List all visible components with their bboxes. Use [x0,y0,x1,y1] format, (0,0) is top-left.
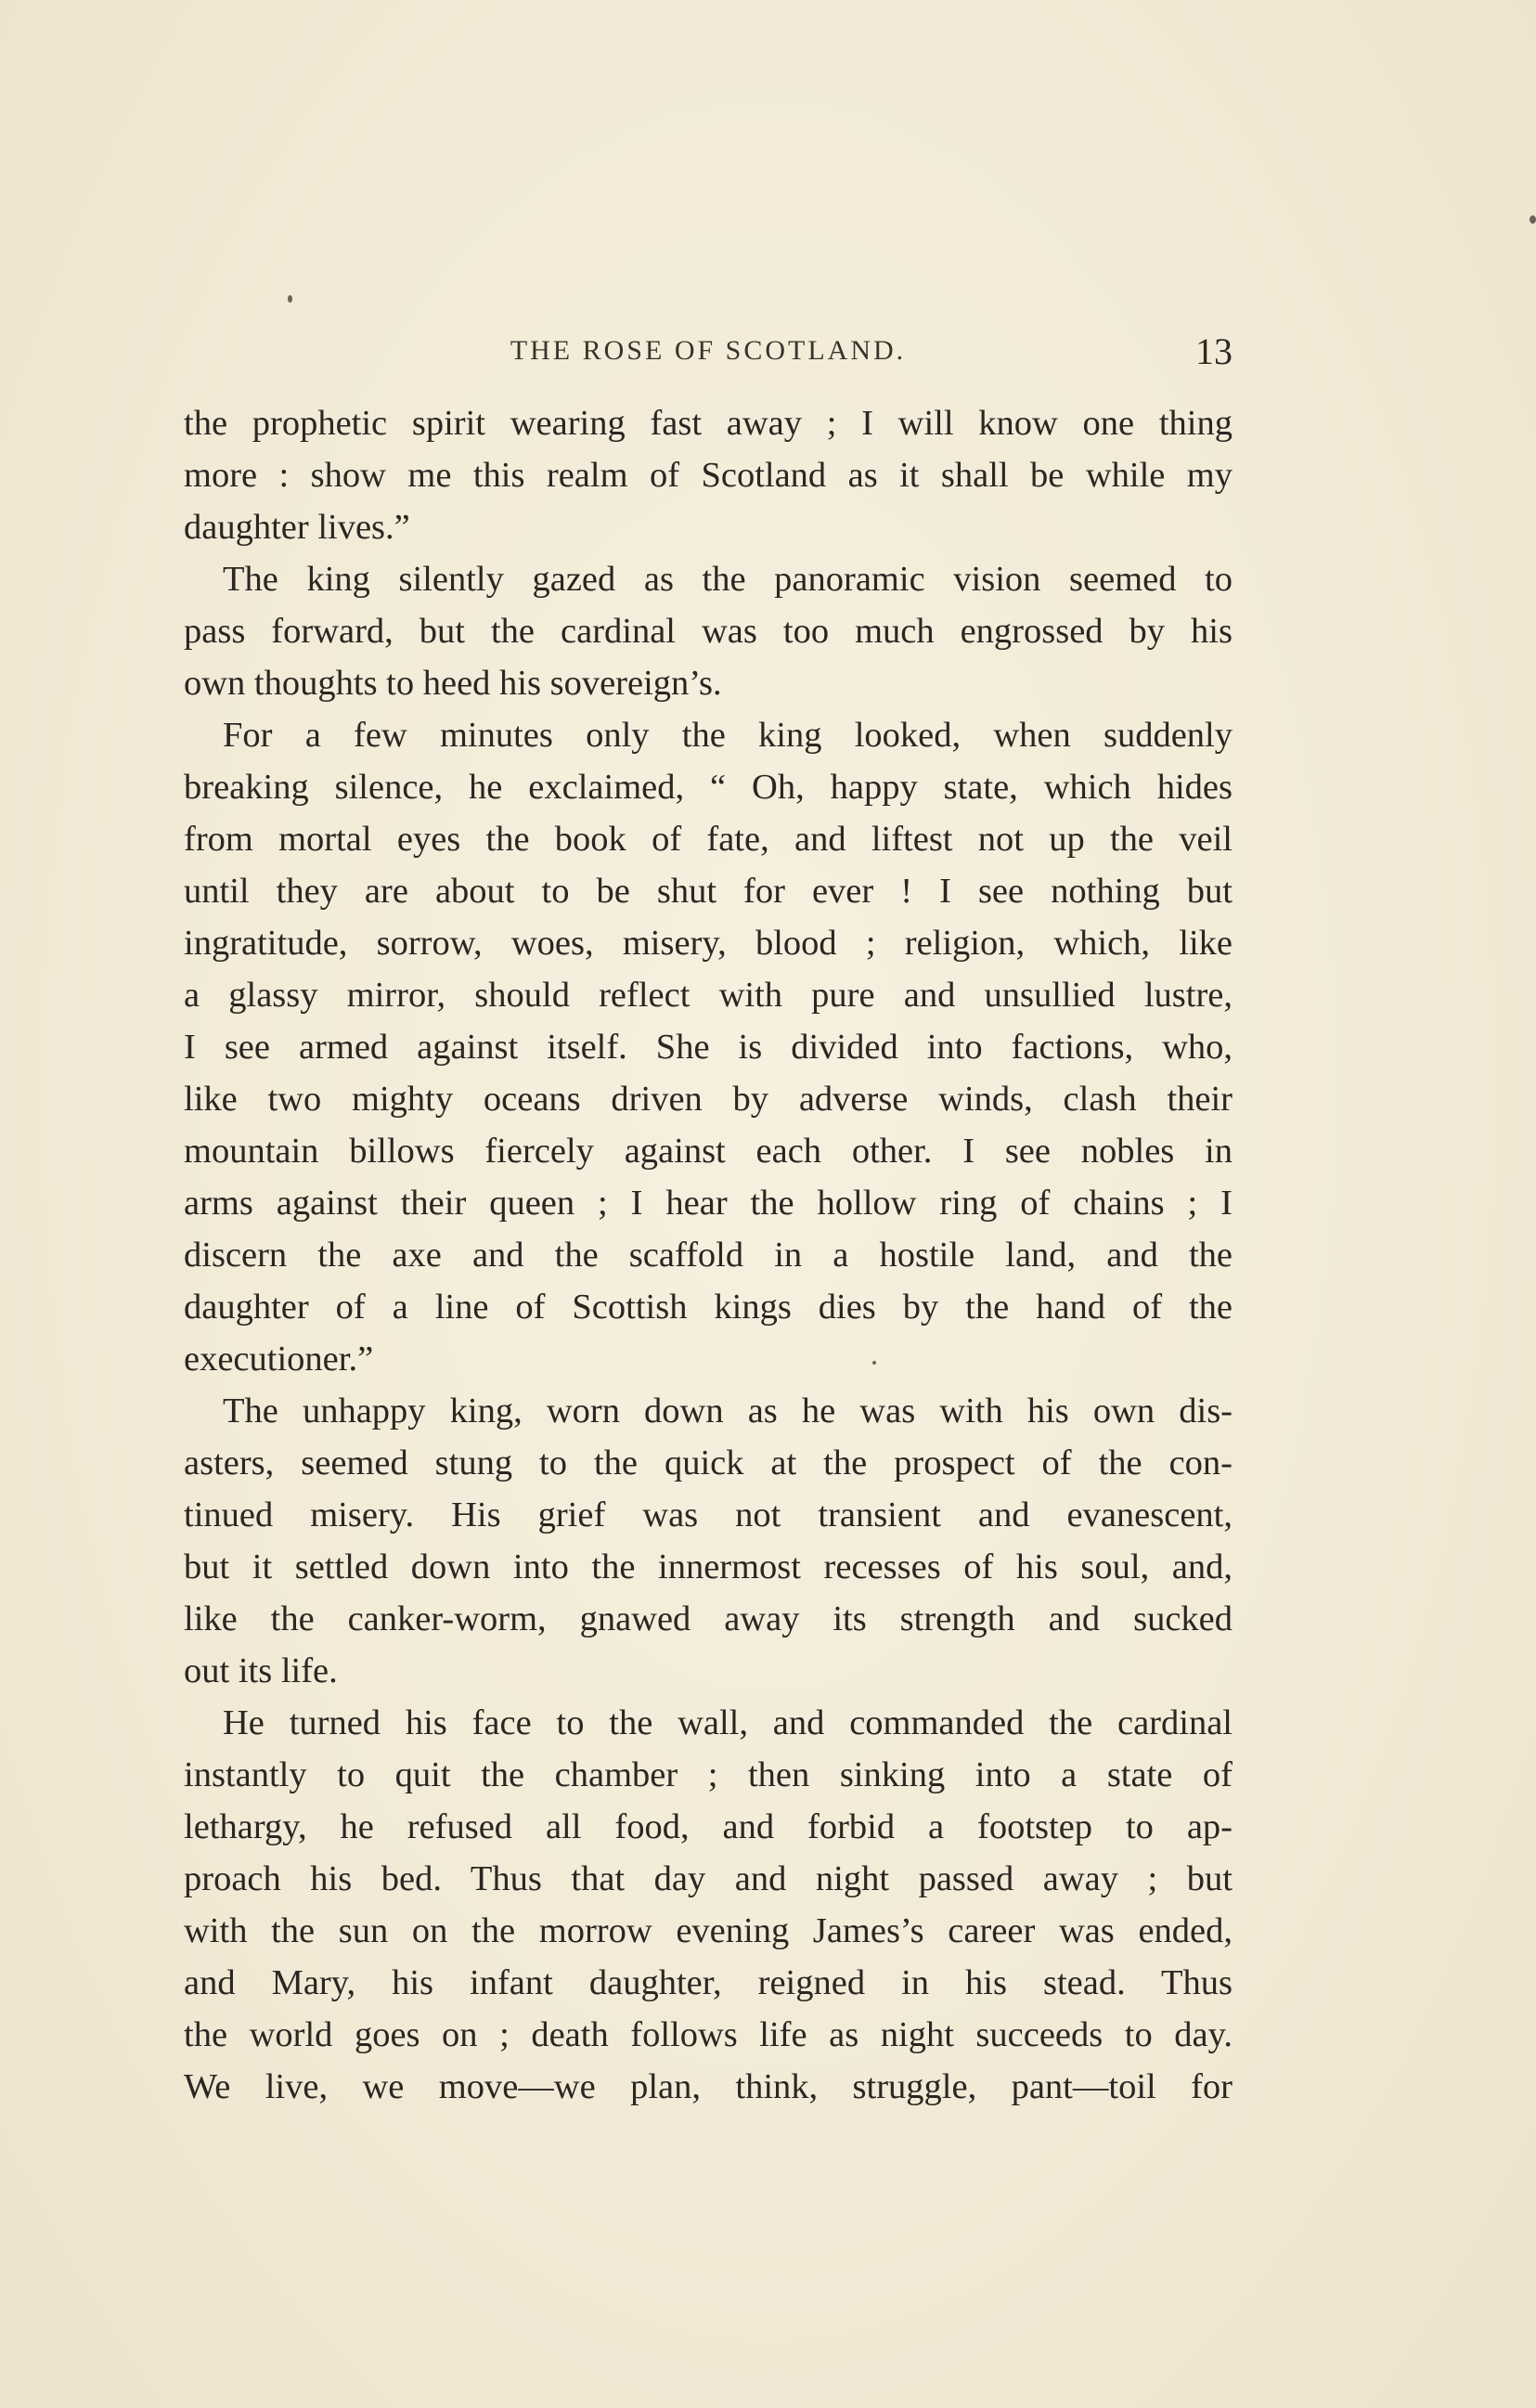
text-line: ingratitude, sorrow, woes, misery, blood ; religion, which, like [184,924,1233,963]
text-line: daughter of a line of Scottish kings dies by the hand of the [184,1288,1233,1327]
running-title: THE ROSE OF SCOTLAND. [510,335,907,366]
text-line: He turned his face to the wall, and commanded the cardinal [223,1703,1233,1742]
text-line: For a few minutes only the king looked, when suddenly [223,716,1233,755]
text-line: instantly to quit the chamber ; then sinking into a state of [184,1755,1233,1794]
print-speck [288,295,292,303]
text-line: like two mighty oceans driven by adverse winds, clash their [184,1080,1233,1119]
text-line: proach his bed. Thus that day and night passed away ; but [184,1859,1233,1898]
text-line: tinued misery. His grief was not transient and evanescent, [184,1495,1233,1534]
text-line: I see armed against itself. She is divided into factions, who, [184,1028,1233,1067]
text-line: We live, we move—we plan, think, struggle, pant—toil for [184,2067,1233,2106]
text-line: lethargy, he refused all food, and forbid a footstep to ap- [184,1807,1233,1846]
text-line: the world goes on ; death follows life as night succeeds to day. [184,2015,1233,2054]
print-speck [872,1361,876,1365]
text-line: more : show me this realm of Scotland as it shall be while my [184,456,1233,495]
text-line: The unhappy king, worn down as he was with his own dis- [223,1392,1233,1431]
text-line: arms against their queen ; I hear the hollow ring of chains ; I [184,1184,1233,1223]
text-line: mountain billows fiercely against each other. I see nobles in [184,1132,1233,1171]
text-line: asters, seemed stung to the quick at the prospect of the con- [184,1444,1233,1482]
text-line: breaking silence, he exclaimed, “ Oh, happy state, which hides [184,768,1233,807]
body-text [184,397,1233,2113]
text-line: out its life. [184,1651,338,1690]
text-line: the prophetic spirit wearing fast away ; I will know one thing [184,404,1233,443]
text-line: discern the axe and the scaffold in a hostile land, and the [184,1236,1233,1275]
print-speck [1530,215,1536,224]
text-line: a glassy mirror, should reflect with pure and unsullied lustre, [184,976,1233,1015]
text-line: and Mary, his infant daughter, reigned in his stead. Thus [184,1963,1233,2002]
text-line: but it settled down into the innermost recesses of his soul, and, [184,1547,1233,1586]
text-line: The king silently gazed as the panoramic vision seemed to [223,560,1233,599]
text-line: with the sun on the morrow evening James’s career was ended, [184,1911,1233,1950]
page-number: 13 [1195,330,1233,372]
text-line: pass forward, but the cardinal was too much engrossed by his [184,612,1233,651]
text-line: executioner.” [184,1340,374,1379]
text-line: from mortal eyes the book of fate, and liftest not up the veil [184,820,1233,859]
running-head [184,330,1233,376]
text-line: like the canker-worm, gnawed away its strength and sucked [184,1599,1233,1638]
text-line: daughter lives.” [184,508,410,547]
text-line: own thoughts to heed his sovereign’s. [184,664,722,703]
text-line: until they are about to be shut for ever ! I see nothing but [184,872,1233,911]
